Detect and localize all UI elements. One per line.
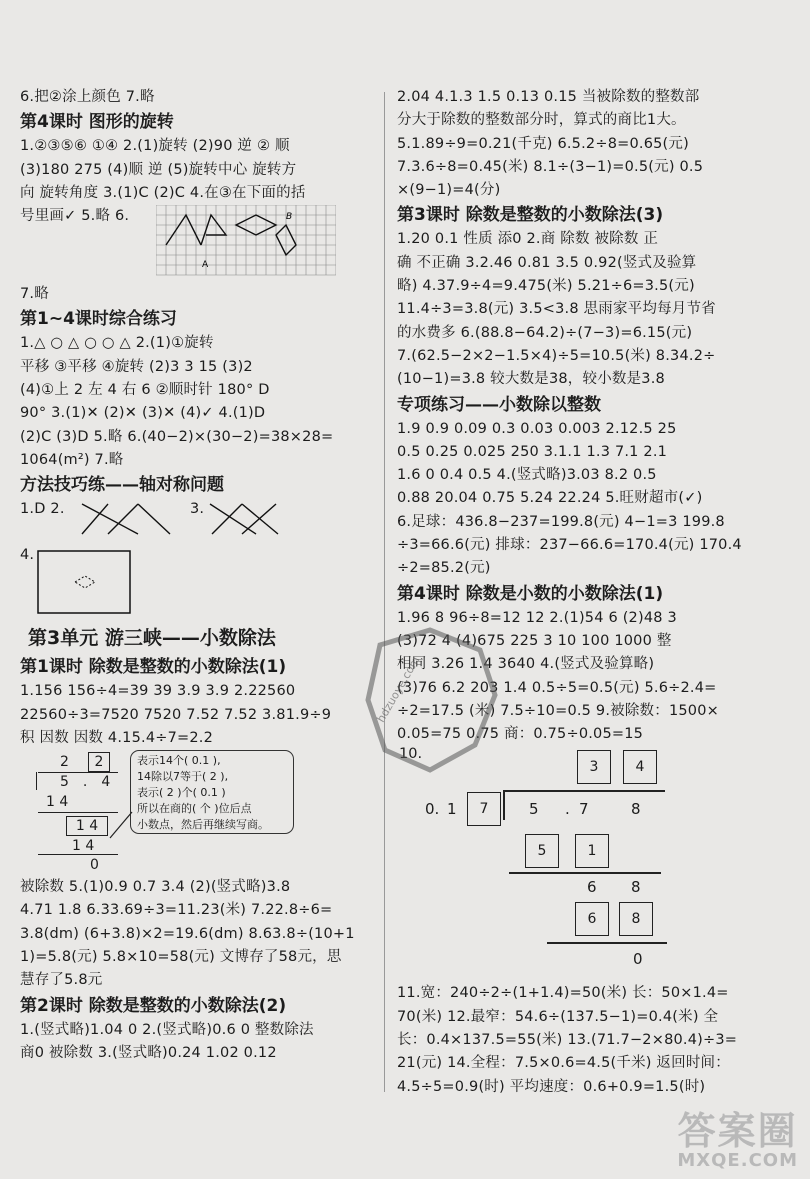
text-line: 7.略 (20, 286, 49, 303)
text-line: (10−1)=3.8 较大数是38，较小数是3.8 (397, 371, 665, 388)
text-line: ÷2=85.2(元) (397, 560, 491, 577)
note-line: 表示( 2 )个( 0.1 ) (137, 786, 226, 800)
dividend-digit: 8 (631, 800, 641, 819)
text-line: ÷3=66.6(元) 排球：237−66.6=170.4(元) 170.4 (397, 537, 742, 554)
text-line: 1064(m²) 7.略 (20, 451, 124, 468)
product-box: 8 (619, 902, 653, 936)
dividend-digit: 5 (529, 800, 539, 819)
divisor-part: 1 (447, 800, 457, 819)
matching-lines-icon (78, 500, 178, 540)
matching-figures (20, 498, 375, 544)
text-line: 4. (20, 547, 35, 564)
dividend-digit: 7 (579, 800, 589, 819)
grid-label-a: A (202, 260, 209, 271)
text-line: 1.156 156÷4=39 39 3.9 3.9 2.22560 (20, 683, 296, 700)
dividend: 5.4 (60, 774, 125, 791)
section-heading: 第4课时 除数是小数的小数除法(1) (397, 583, 664, 604)
text-line: 21(元) 14.全程：7.5×0.6=4.5(千米) 返回时间： (397, 1055, 730, 1072)
text-line: 1.6 0 0.4 0.5 4.(竖式略)3.03 8.2 0.5 (397, 467, 657, 484)
remainder-digit: 8 (631, 878, 641, 897)
rotation-grid-figure (20, 205, 375, 283)
final-remainder: 0 (633, 950, 643, 969)
annotation-note (130, 750, 294, 834)
section-heading: 第1课时 除数是整数的小数除法(1) (20, 657, 287, 678)
text-line: 0.05=75 0.75 商：0.75÷0.05=15 (397, 726, 644, 743)
long-division-figure (20, 750, 375, 876)
text-line: 0.88 20.04 0.75 5.24 22.24 5.旺财超市(✓) (397, 490, 703, 507)
product-box: 5 (525, 834, 559, 868)
rotation-grid-icon (156, 205, 336, 283)
quotient-box: 4 (623, 750, 657, 784)
column-divider (384, 92, 385, 1092)
text-line: 积 因数 因数 4.15.4÷7=2.2 (20, 729, 214, 746)
text-line: ×(9−1)=4(分) (397, 182, 501, 199)
note-line: 小数点，然后再继续写商。 (137, 818, 269, 832)
text-line: ÷2=17.5 (米) 7.5÷10=0.5 9.被除数：1500× (397, 702, 720, 719)
text-line: 1.D 2. (20, 501, 65, 518)
dividend-point: . (565, 800, 570, 819)
text-line: 的水费多 6.(88.8−64.2)÷(7−3)=6.15(元) (397, 324, 693, 341)
section-heading: 第1~4课时综合练习 (20, 309, 177, 330)
text-line: 平移 ③平移 ④旋转 (2)3 3 15 (3)2 (20, 358, 253, 375)
text-line: 2.04 4.1.3 1.5 0.13 0.15 当被除数的整数部 (397, 89, 700, 105)
text-line: 号里画✓ 5.略 6. (20, 208, 130, 225)
grid-label-b: B (286, 212, 293, 223)
unit-title: 第3单元 游三峡——小数除法 (28, 627, 276, 650)
quotient-box: 2 (88, 752, 110, 772)
left-column (20, 86, 375, 1065)
divisor-part: 0. (425, 800, 440, 819)
stamp-site: hdzuoye.com (374, 654, 423, 725)
text-line: 22560÷3=7520 7520 7.52 7.52 3.81.9÷9 (20, 706, 332, 723)
text-line: 4.5÷5=0.9(时) 平均速度：0.6+0.9=1.5(时) (397, 1078, 706, 1095)
product-row: 1 4 (72, 838, 95, 855)
text-line: 长：0.4×137.5=55(米) 13.(71.7−2×80.4)÷3= (397, 1032, 738, 1049)
quotient-digit: 2 (60, 754, 69, 771)
text-line: 被除数 5.(1)0.9 0.7 3.4 (2)(竖式略)3.8 (20, 879, 291, 896)
watermark-logo: 答案圈 (677, 1109, 798, 1153)
text-line: 70(米) 12.最窄：54.6÷(137.5−1)=0.4(米) 全 (397, 1008, 719, 1025)
final-remainder: 0 (90, 857, 99, 874)
section-heading: 第4课时 图形的旋转 (20, 112, 174, 133)
text-line: 确 不正确 3.2.46 0.81 3.5 0.92(竖式及验算 (397, 254, 697, 271)
section-heading: 第3课时 除数是整数的小数除法(3) (397, 205, 664, 226)
text-line: 慧存了5.8元 (20, 972, 103, 989)
section-heading: 专项练习——小数除以整数 (397, 394, 601, 415)
text-line: 11.4÷3=3.8(元) 3.5<3.8 思雨家平均每月节省 (397, 301, 716, 318)
right-column (397, 86, 792, 1099)
text-line: 10. (399, 746, 423, 763)
note-line: 所以在商的( 个 )位后点 (137, 802, 252, 816)
text-line: 相同 3.26 1.4 3640 4.(竖式及验算略) (397, 656, 655, 673)
rectangle-diamond-icon (37, 550, 137, 620)
text-line: 1.9 0.9 0.09 0.3 0.03 0.003 2.12.5 25 (397, 420, 677, 437)
quotient-box: 3 (577, 750, 611, 784)
text-line: (3)72 4 (4)675 225 3 10 100 1000 整 (397, 632, 672, 649)
decimal-division-figure (397, 746, 792, 982)
text-line: 1.②③⑤⑥ ①④ 2.(1)旋转 (2)90 逆 ② 顺 (20, 138, 290, 155)
remainder-digit: 6 (587, 878, 597, 897)
text-line: (3)180 275 (4)顺 逆 (5)旋转中心 旋转方 (20, 161, 297, 178)
note-line: 表示14个( 0.1 ), (137, 754, 221, 768)
text-line: 略) 4.37.9÷4=9.475(米) 5.21÷6=3.5(元) (397, 278, 695, 295)
section-heading: 方法技巧练——轴对称问题 (20, 475, 224, 496)
text-line: (2)C (3)D 5.略 6.(40−2)×(30−2)=38×28= (20, 428, 334, 445)
stamp-watermark-icon (360, 625, 500, 775)
divisor-box: 7 (467, 792, 501, 826)
text-line: 90° 3.(1)✕ (2)✕ (3)✕ (4)✓ 4.(1)D (20, 405, 266, 422)
text-line: 11.宽：240÷2÷(1+1.4)=50(米) 长：50×1.4= (397, 985, 729, 1002)
watermark-site: MXQE.COM (677, 1150, 798, 1171)
text-line: 商0 被除数 3.(竖式略)0.24 1.02 0.12 (20, 1044, 277, 1061)
text-line: 6.把②涂上颜色 7.略 (20, 89, 155, 105)
text-line: 1)=5.8(元) 5.8×10=58(元) 文博存了58元，思 (20, 949, 342, 966)
text-line: (3)76 6.2 203 1.4 0.5÷5=0.5(元) 5.6÷2.4= (397, 679, 717, 696)
pointer-arrow-icon (108, 808, 148, 848)
text-line: 1.△ ○ △ ○ ○ △ 2.(1)①旋转 (20, 335, 214, 352)
text-line: 3.8(dm) (6+3.8)×2=19.6(dm) 8.63.8÷(10+1 (20, 925, 355, 942)
product-box: 1 (575, 834, 609, 868)
text-line: 4.71 1.8 6.33.69÷3=11.23(米) 7.22.8÷6= (20, 902, 333, 919)
symmetry-figure (20, 544, 375, 622)
text-line: 向 旋转角度 3.(1)C (2)C 4.在③在下面的括 (20, 184, 306, 201)
section-heading: 第2课时 除数是整数的小数除法(2) (20, 995, 287, 1016)
text-line: 1.96 8 96÷8=12 12 2.(1)54 6 (2)48 3 (397, 609, 677, 626)
product-box: 6 (575, 902, 609, 936)
text-line: 1.(竖式略)1.04 0 2.(竖式略)0.6 0 整数除法 (20, 1021, 314, 1038)
text-line: 0.5 0.25 0.025 250 3.1.1 1.3 7.1 2.1 (397, 443, 668, 460)
text-line: 5.1.89÷9=0.21(千克) 6.5.2÷8=0.65(元) (397, 135, 689, 152)
site-watermark (677, 1111, 798, 1171)
text-line: (4)①上 2 左 4 右 6 ②顺时针 180° D (20, 382, 270, 399)
text-line: 6.足球：436.8−237=199.8(元) 4−1=3 199.8 (397, 513, 725, 530)
text-line: 7.3.6÷8=0.45(米) 8.1÷(3−1)=0.5(元) 0.5 (397, 158, 704, 175)
matching-lines-icon (206, 500, 296, 540)
note-line: 14除以7等于( 2 ), (137, 770, 229, 784)
text-line: 1.20 0.1 性质 添0 2.商 除数 被除数 正 (397, 231, 659, 248)
product-row: 1 4 (46, 794, 69, 811)
text-line: 分大于除数的整数部分时，算式的商比1大。 (397, 112, 686, 129)
text-line: 3. (190, 501, 205, 518)
text-line: 7.(62.5−2×2−1.5×4)÷5=10.5(米) 8.34.2÷ (397, 347, 716, 364)
remainder-box: 1 4 (66, 816, 108, 836)
